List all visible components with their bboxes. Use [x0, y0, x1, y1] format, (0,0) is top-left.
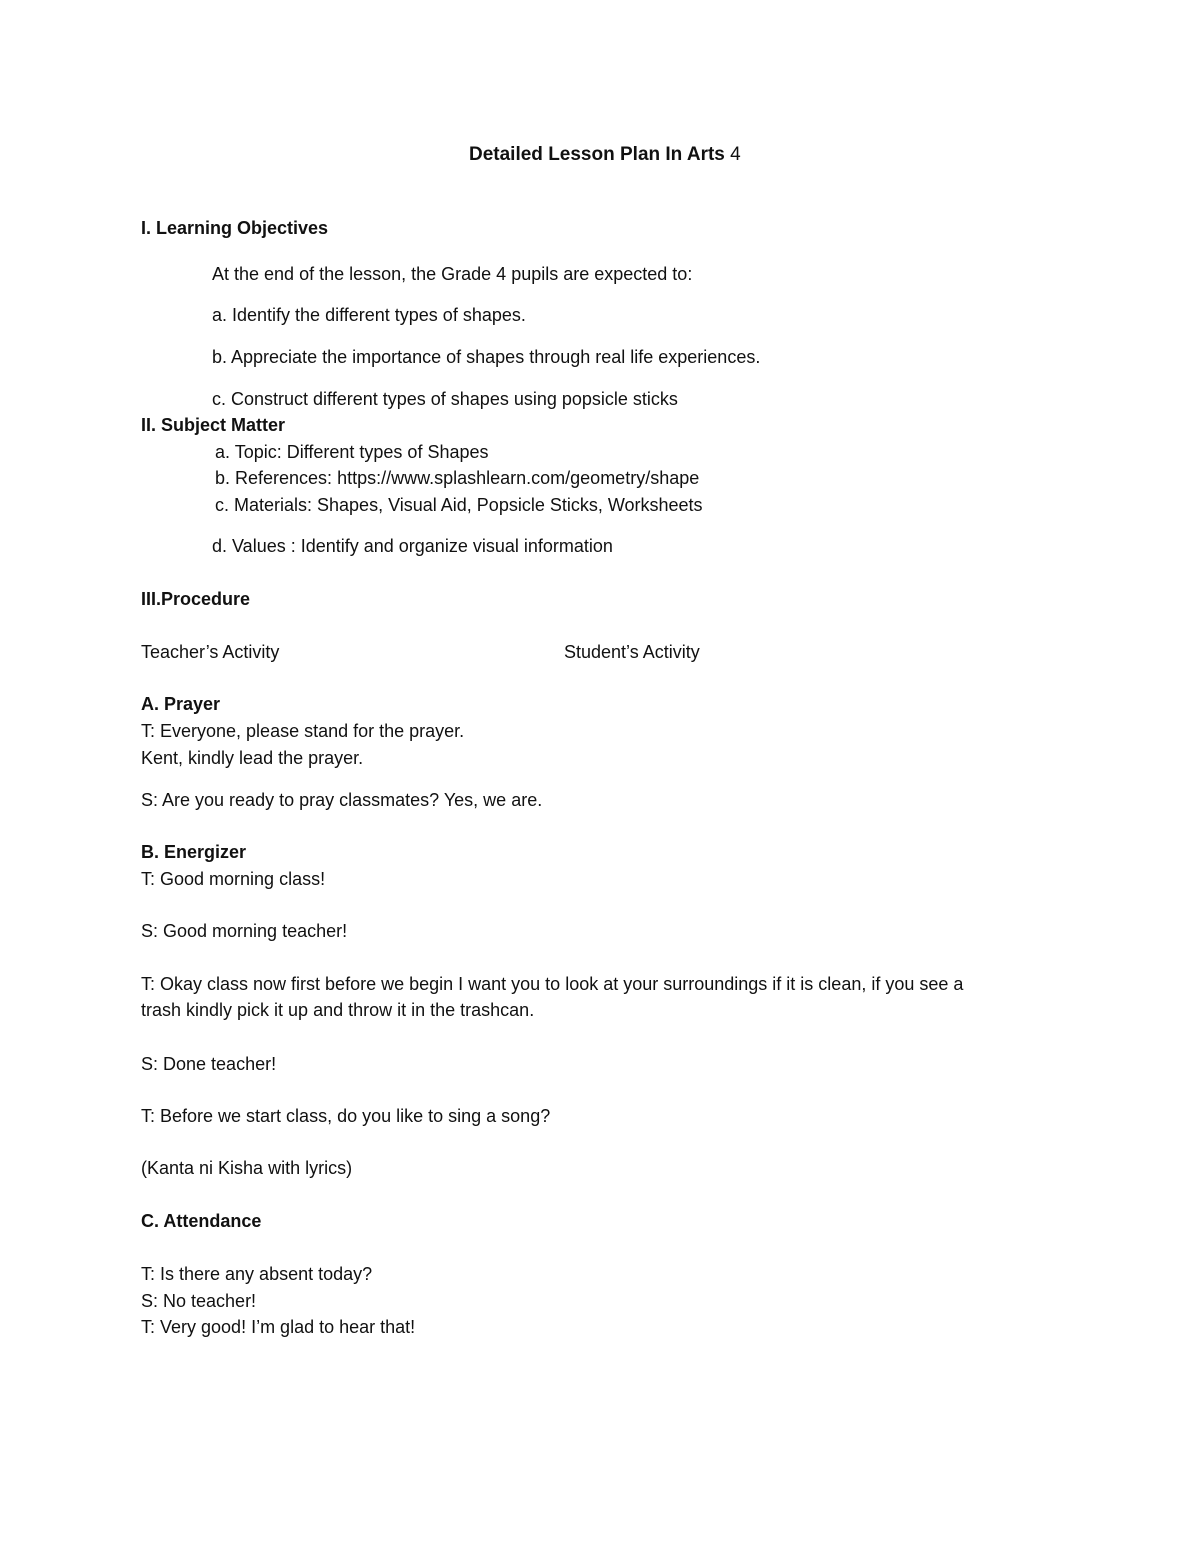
objective-item: c. Construct different types of shapes using popsicle sticks	[212, 389, 678, 409]
prayer-line: T: Everyone, please stand for the prayer.	[141, 721, 465, 741]
subject-matter-topic: a. Topic: Different types of Shapes	[215, 442, 489, 462]
prayer-heading: A. Prayer	[141, 694, 221, 714]
objective-item: b. Appreciate the importance of shapes through real life experiences.	[212, 347, 761, 367]
energizer-line: S: Done teacher!	[141, 1054, 277, 1074]
attendance-line: S: No teacher!	[141, 1291, 257, 1311]
procedure-heading: III.Procedure	[141, 589, 251, 609]
energizer-line: T: Good morning class!	[141, 869, 326, 889]
subject-matter-values: d. Values : Identify and organize visual information	[212, 536, 613, 556]
document-title-bold: Detailed Lesson Plan In Arts	[469, 144, 725, 165]
energizer-line: T: Okay class now first before we begin I want you to look at your surroundings if it is clean, if you see a	[141, 974, 964, 994]
energizer-line: S: Good morning teacher!	[141, 921, 348, 941]
energizer-line: trash kindly pick it up and throw it in the trashcan.	[141, 1000, 535, 1020]
energizer-heading: B. Energizer	[141, 842, 247, 862]
energizer-line: T: Before we start class, do you like to sing a song?	[141, 1106, 551, 1126]
objective-item: a. Identify the different types of shapes.	[212, 305, 526, 325]
prayer-line: Kent, kindly lead the prayer.	[141, 748, 364, 768]
attendance-heading: C. Attendance	[141, 1211, 262, 1231]
student-activity-column-label: Student’s Activity	[564, 642, 700, 662]
teacher-activity-column-label: Teacher’s Activity	[141, 642, 280, 662]
learning-objectives-heading: I. Learning Objectives	[141, 218, 329, 238]
subject-matter-heading: II. Subject Matter	[141, 415, 286, 435]
subject-matter-materials: c. Materials: Shapes, Visual Aid, Popsicle Sticks, Worksheets	[215, 495, 703, 515]
subject-matter-references: b. References: https://www.splashlearn.com/geometry/shape	[215, 468, 700, 488]
prayer-line: S: Are you ready to pray classmates? Yes, we are.	[141, 790, 543, 810]
attendance-line: T: Is there any absent today?	[141, 1264, 373, 1284]
objectives-intro: At the end of the lesson, the Grade 4 pupils are expected to:	[212, 264, 693, 284]
document-title	[469, 143, 741, 167]
energizer-line: (Kanta ni Kisha with lyrics)	[141, 1158, 353, 1178]
document-title-grade: 4	[724, 144, 741, 165]
attendance-line: T: Very good! I’m glad to hear that!	[141, 1317, 416, 1337]
